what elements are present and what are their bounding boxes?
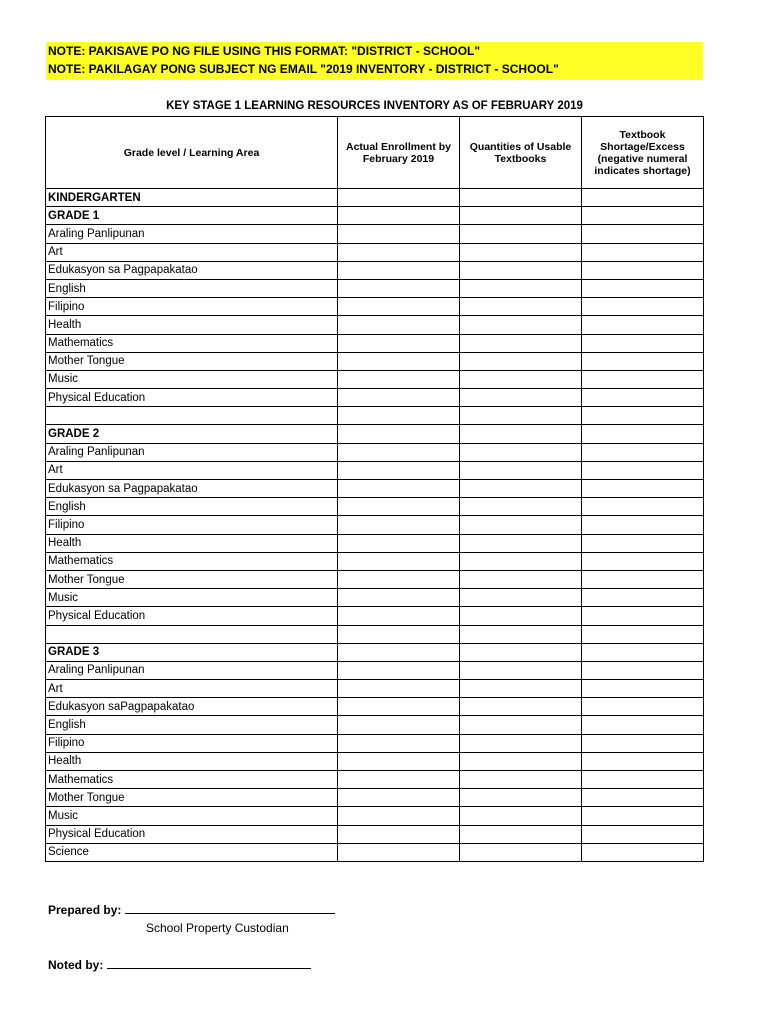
learning-area-cell: Edukasyon sa Pagpapakatao: [46, 480, 338, 498]
textbooks-cell[interactable]: [460, 698, 582, 716]
learning-area-cell: Araling Panlipunan: [46, 661, 338, 679]
learning-area-cell: English: [46, 279, 338, 297]
shortage-cell[interactable]: [582, 261, 704, 279]
textbooks-cell[interactable]: [460, 825, 582, 843]
enrollment-cell[interactable]: [338, 771, 460, 789]
noted-by-label: Noted by:: [48, 958, 104, 972]
table-row: [46, 407, 704, 425]
textbooks-cell[interactable]: [460, 352, 582, 370]
table-row: [46, 461, 704, 479]
learning-area-cell: Edukasyon sa Pagpapakatao: [46, 261, 338, 279]
learning-area-cell: Health: [46, 316, 338, 334]
shortage-cell[interactable]: [582, 843, 704, 861]
enrollment-cell[interactable]: [338, 734, 460, 752]
enrollment-cell[interactable]: [338, 570, 460, 588]
learning-area-cell: Art: [46, 680, 338, 698]
table-header-row: [46, 117, 704, 189]
table-row: [46, 243, 704, 261]
header-grade-level: Grade level / Learning Area: [46, 117, 338, 189]
shortage-cell[interactable]: [582, 771, 704, 789]
learning-area-cell: [46, 625, 338, 643]
learning-area-cell: English: [46, 716, 338, 734]
shortage-cell[interactable]: [582, 752, 704, 770]
enrollment-cell[interactable]: [338, 389, 460, 407]
shortage-cell[interactable]: [582, 407, 704, 425]
enrollment-cell[interactable]: [338, 552, 460, 570]
table-row: [46, 316, 704, 334]
enrollment-cell[interactable]: [338, 443, 460, 461]
shortage-cell[interactable]: [582, 552, 704, 570]
enrollment-cell[interactable]: [338, 370, 460, 388]
table-row: [46, 552, 704, 570]
textbooks-cell[interactable]: [460, 407, 582, 425]
shortage-cell[interactable]: [582, 807, 704, 825]
header-actual-enrollment: Actual Enrollment by February 2019: [338, 117, 460, 189]
document-title: KEY STAGE 1 LEARNING RESOURCES INVENTORY AS OF FEBRUARY 2019: [166, 100, 583, 112]
enrollment-cell[interactable]: [338, 825, 460, 843]
enrollment-cell[interactable]: [338, 425, 460, 443]
inventory-table: [45, 116, 704, 862]
table-row: [46, 589, 704, 607]
learning-area-cell: Art: [46, 243, 338, 261]
textbooks-cell[interactable]: [460, 316, 582, 334]
shortage-cell[interactable]: [582, 279, 704, 297]
textbooks-cell[interactable]: [460, 225, 582, 243]
enrollment-cell[interactable]: [338, 789, 460, 807]
textbooks-cell[interactable]: [460, 261, 582, 279]
enrollment-cell[interactable]: [338, 407, 460, 425]
enrollment-cell[interactable]: [338, 661, 460, 679]
note-email-subject: NOTE: PAKILAGAY PONG SUBJECT NG EMAIL "2019 INVENTORY - DISTRICT - SCHOOL": [48, 62, 559, 76]
textbooks-cell[interactable]: [460, 389, 582, 407]
table-row: [46, 425, 704, 443]
enrollment-cell[interactable]: [338, 334, 460, 352]
enrollment-cell[interactable]: [338, 279, 460, 297]
learning-area-cell: Filipino: [46, 516, 338, 534]
table-row: [46, 480, 704, 498]
table-row: [46, 352, 704, 370]
shortage-cell[interactable]: [582, 607, 704, 625]
enrollment-cell[interactable]: [338, 807, 460, 825]
learning-area-cell: Music: [46, 589, 338, 607]
learning-area-cell: Mathematics: [46, 771, 338, 789]
learning-area-cell: Mother Tongue: [46, 570, 338, 588]
table-row: [46, 207, 704, 225]
table-row: [46, 389, 704, 407]
shortage-cell[interactable]: [582, 625, 704, 643]
shortage-cell[interactable]: [582, 498, 704, 516]
textbooks-cell[interactable]: [460, 589, 582, 607]
table-row: [46, 825, 704, 843]
learning-area-cell: Edukasyon saPagpapakatao: [46, 698, 338, 716]
shortage-cell[interactable]: [582, 789, 704, 807]
enrollment-cell[interactable]: [338, 352, 460, 370]
shortage-cell[interactable]: [582, 643, 704, 661]
textbooks-cell[interactable]: [460, 607, 582, 625]
inventory-table-body: [46, 189, 704, 862]
enrollment-cell[interactable]: [338, 625, 460, 643]
table-row: [46, 771, 704, 789]
learning-area-cell: English: [46, 498, 338, 516]
learning-area-cell: Mathematics: [46, 552, 338, 570]
shortage-cell[interactable]: [582, 316, 704, 334]
enrollment-cell[interactable]: [338, 752, 460, 770]
enrollment-cell[interactable]: [338, 480, 460, 498]
enrollment-cell[interactable]: [338, 461, 460, 479]
table-row: [46, 661, 704, 679]
textbooks-cell[interactable]: [460, 680, 582, 698]
textbooks-cell[interactable]: [460, 334, 582, 352]
noted-by: [48, 958, 311, 972]
learning-area-cell: Music: [46, 807, 338, 825]
shortage-cell[interactable]: [582, 570, 704, 588]
textbooks-cell[interactable]: [460, 298, 582, 316]
shortage-cell[interactable]: [582, 589, 704, 607]
table-row: [46, 843, 704, 861]
learning-area-cell: Filipino: [46, 734, 338, 752]
table-row: [46, 716, 704, 734]
enrollment-cell[interactable]: [338, 498, 460, 516]
textbooks-cell[interactable]: [460, 425, 582, 443]
shortage-cell[interactable]: [582, 425, 704, 443]
shortage-cell[interactable]: [582, 352, 704, 370]
enrollment-cell[interactable]: [338, 607, 460, 625]
shortage-cell[interactable]: [582, 825, 704, 843]
table-row: [46, 298, 704, 316]
table-row: [46, 734, 704, 752]
table-row: [46, 443, 704, 461]
textbooks-cell[interactable]: [460, 370, 582, 388]
table-row: [46, 570, 704, 588]
table-row: [46, 534, 704, 552]
shortage-cell[interactable]: [582, 480, 704, 498]
textbooks-cell[interactable]: [460, 207, 582, 225]
learning-area-cell: Physical Education: [46, 825, 338, 843]
shortage-cell[interactable]: [582, 716, 704, 734]
shortage-cell[interactable]: [582, 534, 704, 552]
learning-area-cell: GRADE 2: [46, 425, 338, 443]
learning-area-cell: Science: [46, 843, 338, 861]
textbooks-cell[interactable]: [460, 534, 582, 552]
shortage-cell[interactable]: [582, 443, 704, 461]
enrollment-cell[interactable]: [338, 698, 460, 716]
shortage-cell[interactable]: [582, 698, 704, 716]
enrollment-cell[interactable]: [338, 225, 460, 243]
prepared-by-signature-line: [125, 903, 335, 914]
textbooks-cell[interactable]: [460, 461, 582, 479]
textbooks-cell[interactable]: [460, 716, 582, 734]
shortage-cell[interactable]: [582, 370, 704, 388]
shortage-cell[interactable]: [582, 680, 704, 698]
learning-area-cell: KINDERGARTEN: [46, 189, 338, 207]
textbooks-cell[interactable]: [460, 570, 582, 588]
learning-area-cell: Filipino: [46, 298, 338, 316]
table-row: [46, 625, 704, 643]
learning-area-cell: GRADE 3: [46, 643, 338, 661]
shortage-cell[interactable]: [582, 334, 704, 352]
header-textbook-shortage: Textbook Shortage/Excess (negative numeral indicates shortage): [582, 117, 704, 189]
shortage-cell[interactable]: [582, 243, 704, 261]
enrollment-cell[interactable]: [338, 680, 460, 698]
learning-area-cell: Music: [46, 370, 338, 388]
enrollment-cell[interactable]: [338, 534, 460, 552]
table-row: [46, 680, 704, 698]
textbooks-cell[interactable]: [460, 480, 582, 498]
shortage-cell[interactable]: [582, 461, 704, 479]
textbooks-cell[interactable]: [460, 734, 582, 752]
shortage-cell[interactable]: [582, 516, 704, 534]
shortage-cell[interactable]: [582, 298, 704, 316]
enrollment-cell[interactable]: [338, 716, 460, 734]
custodian-caption: School Property Custodian: [146, 921, 289, 935]
prepared-by-label: Prepared by:: [48, 903, 122, 917]
table-row: [46, 225, 704, 243]
enrollment-cell[interactable]: [338, 207, 460, 225]
note-filename-format: NOTE: PAKISAVE PO NG FILE USING THIS FORMAT: "DISTRICT - SCHOOL": [48, 44, 481, 58]
textbooks-cell[interactable]: [460, 279, 582, 297]
textbooks-cell[interactable]: [460, 771, 582, 789]
textbooks-cell[interactable]: [460, 189, 582, 207]
table-row: [46, 498, 704, 516]
textbooks-cell[interactable]: [460, 661, 582, 679]
learning-area-cell: GRADE 1: [46, 207, 338, 225]
learning-area-cell: Mathematics: [46, 334, 338, 352]
table-row: [46, 516, 704, 534]
learning-area-cell: Health: [46, 534, 338, 552]
learning-area-cell: [46, 407, 338, 425]
learning-area-cell: Araling Panlipunan: [46, 225, 338, 243]
learning-area-cell: Health: [46, 752, 338, 770]
enrollment-cell[interactable]: [338, 298, 460, 316]
shortage-cell[interactable]: [582, 389, 704, 407]
textbooks-cell[interactable]: [460, 625, 582, 643]
table-row: [46, 279, 704, 297]
learning-area-cell: Araling Panlipunan: [46, 443, 338, 461]
textbooks-cell[interactable]: [460, 789, 582, 807]
enrollment-cell[interactable]: [338, 316, 460, 334]
enrollment-cell[interactable]: [338, 189, 460, 207]
enrollment-cell[interactable]: [338, 516, 460, 534]
textbooks-cell[interactable]: [460, 243, 582, 261]
learning-area-cell: Mother Tongue: [46, 352, 338, 370]
noted-by-signature-line: [107, 958, 311, 969]
enrollment-cell[interactable]: [338, 261, 460, 279]
textbooks-cell[interactable]: [460, 843, 582, 861]
header-usable-textbooks: Quantities of Usable Textbooks: [460, 117, 582, 189]
learning-area-cell: Physical Education: [46, 607, 338, 625]
table-row: [46, 698, 704, 716]
table-row: [46, 807, 704, 825]
learning-area-cell: Mother Tongue: [46, 789, 338, 807]
textbooks-cell[interactable]: [460, 498, 582, 516]
textbooks-cell[interactable]: [460, 443, 582, 461]
textbooks-cell[interactable]: [460, 643, 582, 661]
textbooks-cell[interactable]: [460, 552, 582, 570]
table-row: [46, 789, 704, 807]
prepared-by: [48, 903, 335, 917]
table-row: [46, 334, 704, 352]
enrollment-cell[interactable]: [338, 843, 460, 861]
enrollment-cell[interactable]: [338, 243, 460, 261]
textbooks-cell[interactable]: [460, 807, 582, 825]
enrollment-cell[interactable]: [338, 589, 460, 607]
learning-area-cell: Art: [46, 461, 338, 479]
table-row: [46, 643, 704, 661]
table-row: [46, 752, 704, 770]
shortage-cell[interactable]: [582, 225, 704, 243]
textbooks-cell[interactable]: [460, 752, 582, 770]
shortage-cell[interactable]: [582, 207, 704, 225]
learning-area-cell: Physical Education: [46, 389, 338, 407]
textbooks-cell[interactable]: [460, 516, 582, 534]
table-row: [46, 261, 704, 279]
shortage-cell[interactable]: [582, 189, 704, 207]
enrollment-cell[interactable]: [338, 643, 460, 661]
shortage-cell[interactable]: [582, 734, 704, 752]
table-row: [46, 607, 704, 625]
table-row: [46, 189, 704, 207]
shortage-cell[interactable]: [582, 661, 704, 679]
table-row: [46, 370, 704, 388]
